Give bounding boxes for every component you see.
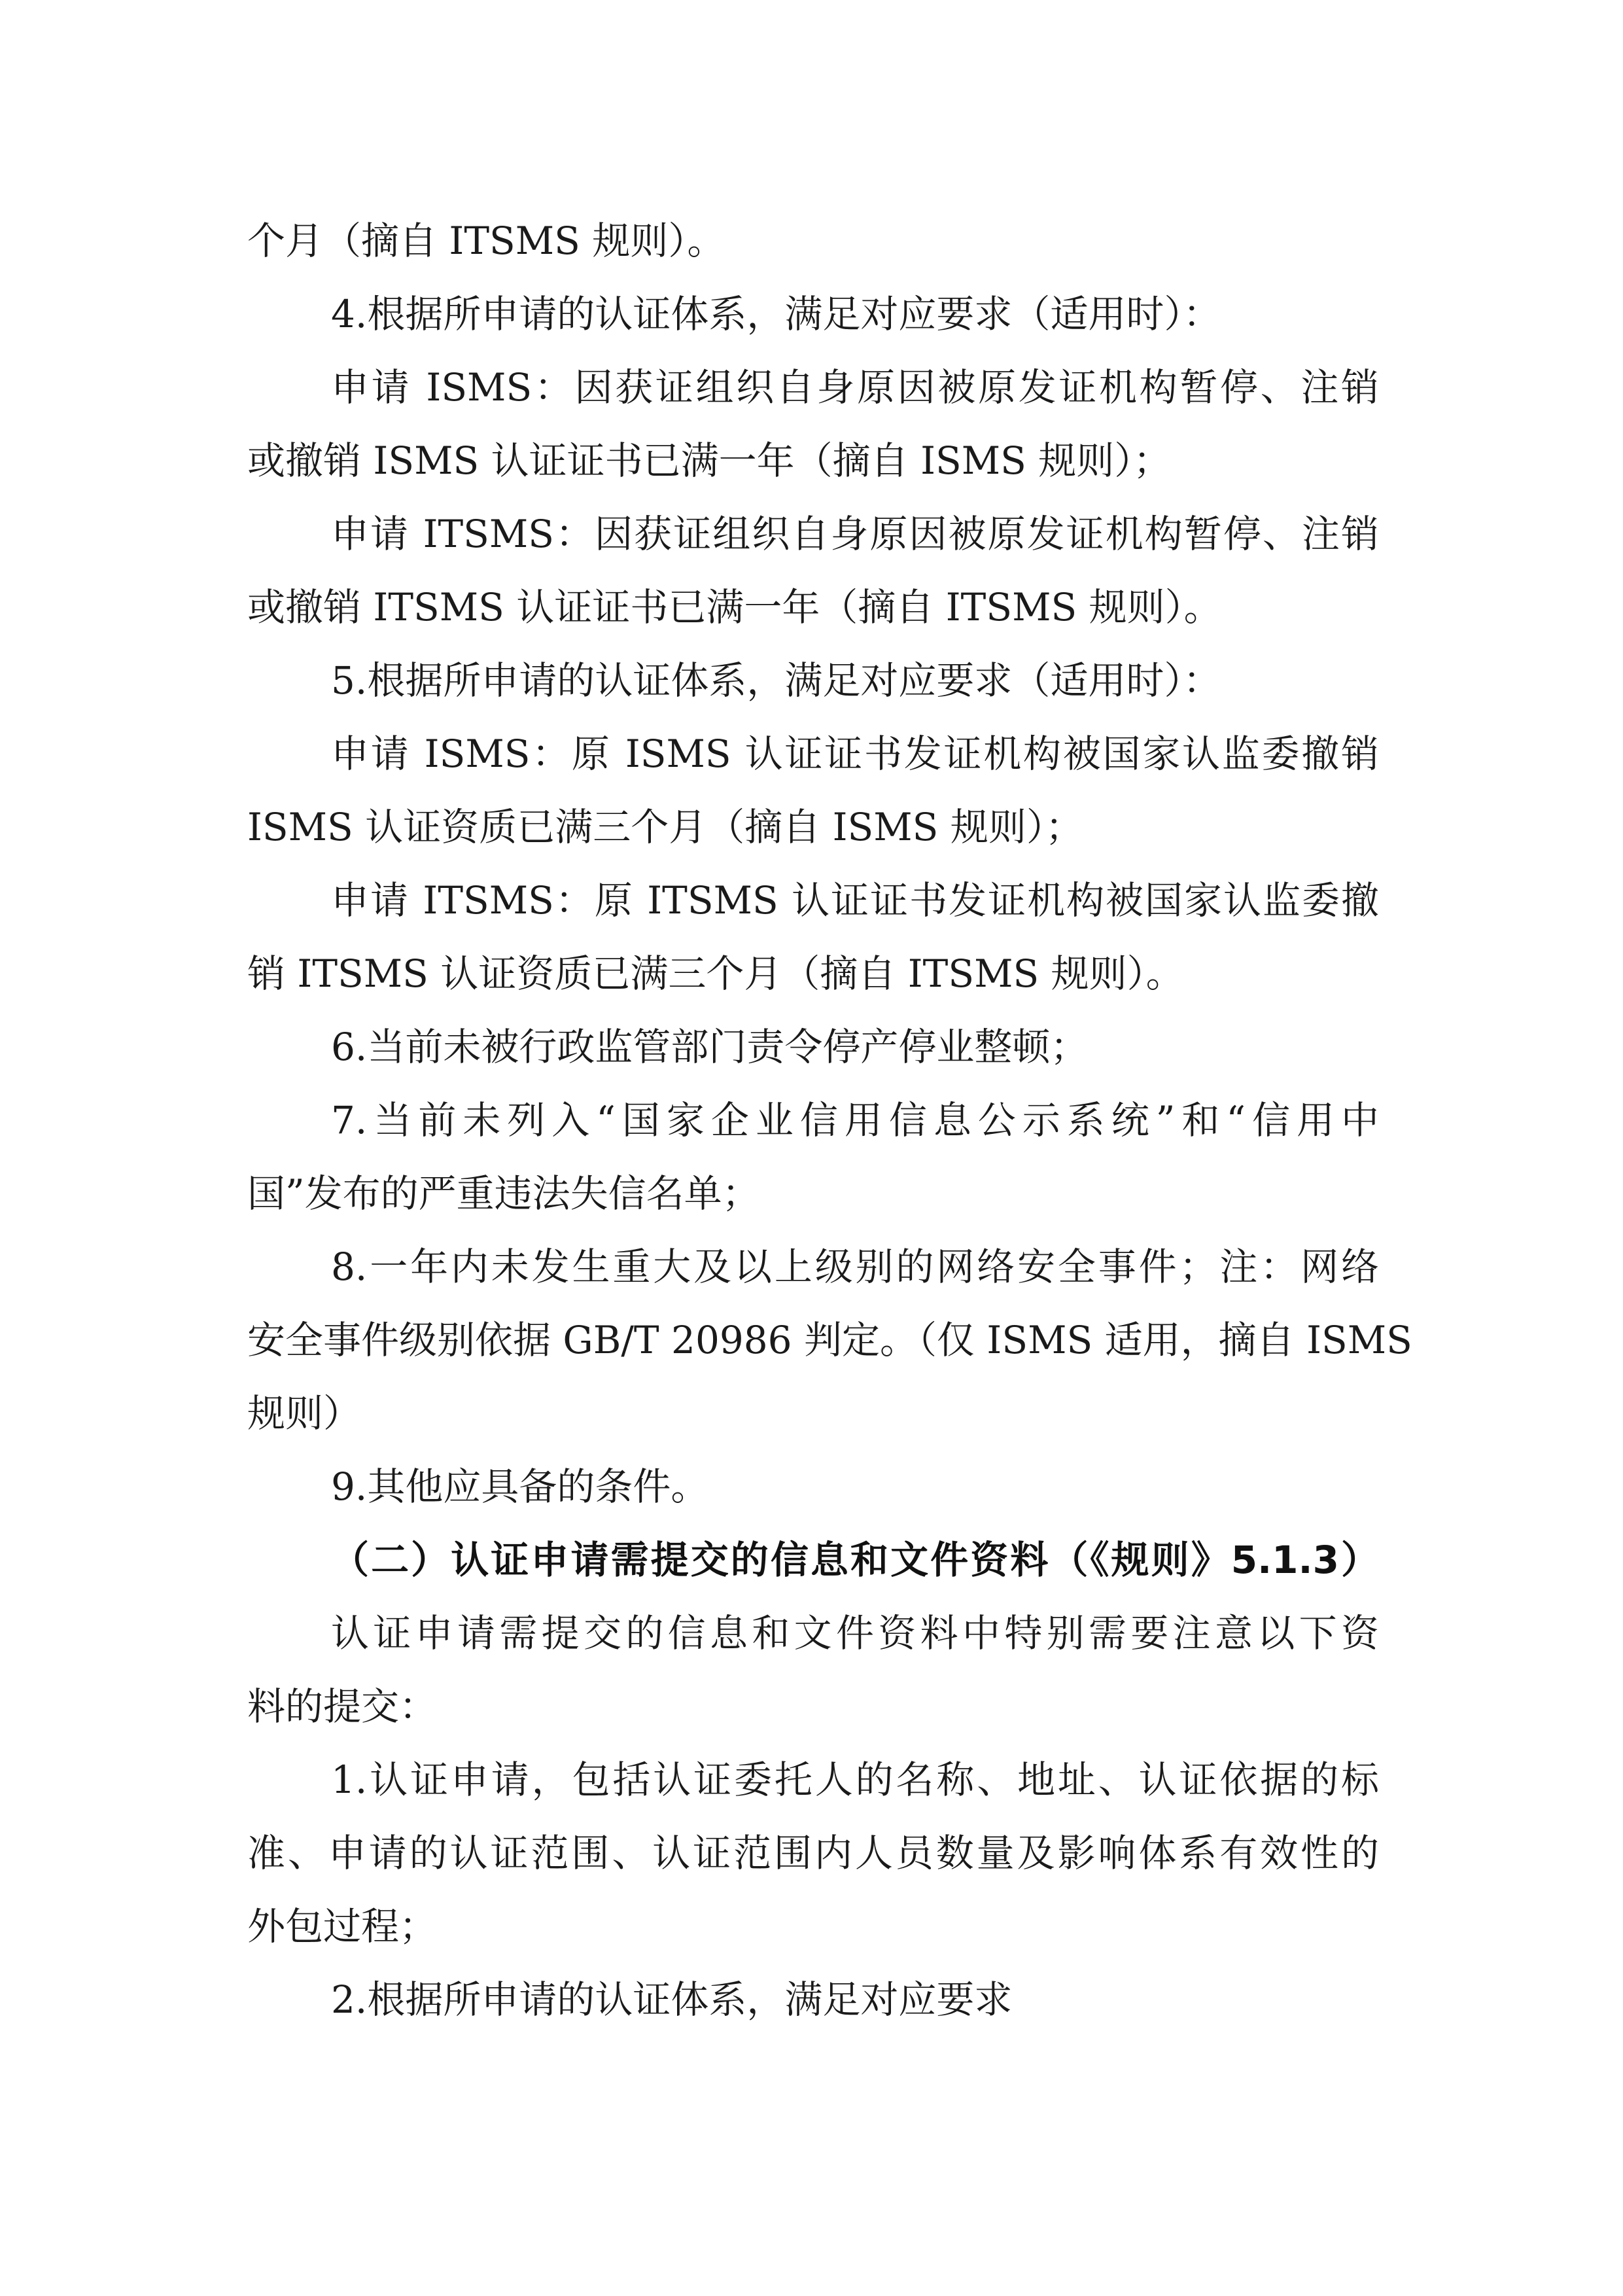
text-line-25: 2.根据所申请的认证体系，满足对应要求 xyxy=(331,1977,1013,2022)
text-line-23: 准、申请的认证范围、认证范围内人员数量及影响体系有效性的 xyxy=(247,1831,1379,1875)
text-line-12: 6.当前未被行政监管部门责令停产停业整顿； xyxy=(331,1025,1089,1069)
text-line-8: 申请 ISMS：原 ISMS 认证证书发证机构被国家认监委撤销 xyxy=(331,732,1379,776)
text-line-20: 认证申请需提交的信息和文件资料中特别需要注意以下资 xyxy=(331,1611,1379,1655)
text-line-14: 国”发布的严重违法失信名单； xyxy=(247,1171,760,1216)
text-line-17: 规则） xyxy=(247,1391,362,1436)
text-line-1: 个月（摘自 ITSMS 规则）。 xyxy=(247,219,725,263)
text-line-11: 销 ITSMS 认证资质已满三个月（摘自 ITSMS 规则）。 xyxy=(247,951,1184,996)
text-line-9: ISMS 认证资质已满三个月（摘自 ISMS 规则）； xyxy=(247,805,1083,849)
section-heading: （二）认证申请需提交的信息和文件资料（《规则》5.1.3） xyxy=(331,1538,1379,1582)
text-line-21: 料的提交： xyxy=(247,1684,438,1729)
text-line-4: 或撤销 ISMS 认证证书已满一年（摘自 ISMS 规则）； xyxy=(247,438,1172,483)
text-line-7: 5.根据所申请的认证体系，满足对应要求（适用时）： xyxy=(331,658,1221,703)
text-line-24: 外包过程； xyxy=(247,1904,438,1949)
text-line-13: 7.当前未列入“国家企业信用信息公示系统”和“信用中 xyxy=(331,1098,1379,1142)
text-line-5: 申请 ITSMS：因获证组织自身原因被原发证机构暂停、注销 xyxy=(331,512,1379,556)
text-line-10: 申请 ITSMS：原 ITSMS 认证证书发证机构被国家认监委撤 xyxy=(331,878,1379,923)
text-line-2: 4.根据所申请的认证体系，满足对应要求（适用时）： xyxy=(331,292,1221,336)
text-line-3: 申请 ISMS：因获证组织自身原因被原发证机构暂停、注销 xyxy=(331,365,1379,410)
text-line-6: 或撤销 ITSMS 认证证书已满一年（摘自 ITSMS 规则）。 xyxy=(247,585,1222,629)
text-line-18: 9.其他应具备的条件。 xyxy=(331,1464,709,1509)
text-line-16: 安全事件级别依据 GB/T 20986 判定。（仅 ISMS 适用，摘自 ISMS xyxy=(247,1318,1412,1362)
text-line-15: 8.一年内未发生重大及以上级别的网络安全事件；注：网络 xyxy=(331,1245,1379,1289)
text-line-22: 1.认证申请，包括认证委托人的名称、地址、认证依据的标 xyxy=(331,1757,1379,1802)
